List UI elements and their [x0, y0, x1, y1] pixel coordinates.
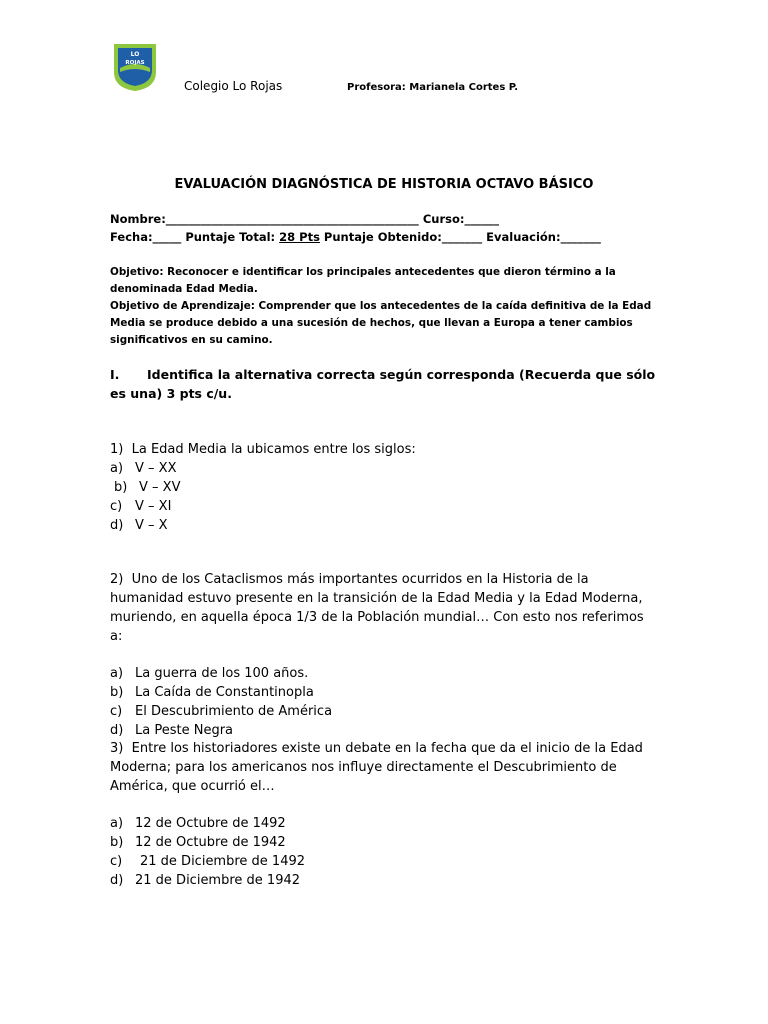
- option-letter: b): [110, 835, 124, 850]
- section-number: I.: [110, 367, 120, 382]
- svg-text:ROJAS: ROJAS: [125, 60, 145, 66]
- date-score-line: [110, 230, 670, 244]
- question-3-stem: [110, 739, 658, 796]
- total-score-value: 28 Pts: [279, 230, 320, 244]
- question-3-options: [110, 814, 658, 890]
- question-1: [110, 440, 658, 535]
- option-d[interactable]: [110, 516, 658, 535]
- option-text: V – XV: [139, 480, 181, 495]
- option-letter: d): [110, 723, 124, 738]
- option-letter: a): [110, 816, 124, 831]
- school-name: Colegio Lo Rojas: [184, 79, 283, 93]
- question-1-options: [110, 459, 658, 535]
- option-text: 21 de Diciembre de 1942: [135, 873, 301, 888]
- question-text: Uno de los Cataclismos más importantes ocurridos en la Historia de la humanidad estuvo presente en la transición de la Edad Media y la Edad Moderna, muriendo, en aquella época 1/3 de la Población mundial… Con esto nos referimos a:: [110, 572, 644, 644]
- option-c[interactable]: [110, 852, 658, 871]
- option-text: 12 de Octubre de 1942: [135, 835, 286, 850]
- option-c[interactable]: [110, 702, 658, 721]
- question-2-options: [110, 664, 658, 740]
- svg-text:LO: LO: [130, 51, 140, 58]
- question-text: Entre los historiadores existe un debate en la fecha que da el inicio de la Edad Moderna; para los americanos nos influye directamente el Descubrimiento de América, que ocurrió el…: [110, 741, 643, 794]
- option-b[interactable]: [110, 478, 658, 497]
- option-b[interactable]: [110, 833, 658, 852]
- option-text: 12 de Octubre de 1492: [135, 816, 286, 831]
- option-letter: c): [110, 704, 123, 719]
- name-course-line: Nombre:____________________________________________ Curso:______: [110, 212, 499, 226]
- option-a[interactable]: [110, 459, 658, 478]
- option-letter: d): [110, 518, 124, 533]
- learning-objective-text: Objetivo de Aprendizaje: Comprender que los antecedentes de la caída definitiva de la Edad Media se produce debido a una sucesión de hechos, que llevan a Europa a tener cambios significativos en su camino.: [110, 300, 652, 346]
- option-text: La Peste Negra: [135, 723, 234, 738]
- option-a[interactable]: [110, 814, 658, 833]
- option-letter: c): [110, 499, 123, 514]
- option-letter: b): [114, 480, 128, 495]
- question-text: La Edad Media la ubicamos entre los siglos:: [131, 442, 416, 457]
- option-letter: c): [110, 854, 123, 869]
- section-heading: [110, 365, 658, 403]
- option-text: V – XI: [135, 499, 172, 514]
- teacher-name: Profesora: Marianela Cortes P.: [347, 82, 519, 93]
- school-logo-shield: [112, 42, 158, 92]
- section-instructions: Identifica la alternativa correcta según corresponda (Recuerda que sólo es una) 3 pts c/u.: [110, 367, 656, 401]
- objectives-block: [110, 264, 658, 349]
- exam-title: EVALUACIÓN DIAGNÓSTICA DE HISTORIA OCTAVO BÁSICO: [174, 177, 594, 192]
- option-letter: b): [110, 685, 124, 700]
- option-b[interactable]: [110, 683, 658, 702]
- option-text: V – XX: [135, 461, 177, 476]
- objective-text: Objetivo: Reconocer e identificar los principales antecedentes que dieron término a la denominada Edad Media.: [110, 266, 616, 295]
- option-text: La guerra de los 100 años.: [135, 666, 309, 681]
- option-text: 21 de Diciembre de 1492: [140, 854, 306, 869]
- option-letter: a): [110, 666, 124, 681]
- option-text: El Descubrimiento de América: [135, 704, 333, 719]
- question-number: 1): [110, 442, 124, 457]
- option-d[interactable]: [110, 871, 658, 890]
- option-letter: d): [110, 873, 124, 888]
- question-2: [110, 570, 658, 740]
- school-logo: [112, 42, 158, 92]
- obtained-evaluation-fields: Puntaje Obtenido:_______ Evaluación:_______: [319, 230, 601, 244]
- option-text: La Caída de Constantinopla: [135, 685, 314, 700]
- option-letter: a): [110, 461, 124, 476]
- question-number: 3): [110, 741, 124, 756]
- question-2-stem: [110, 570, 658, 646]
- total-score-label: Puntaje Total:: [185, 230, 280, 244]
- question-1-stem: [110, 440, 658, 459]
- question-3: [110, 739, 658, 890]
- option-a[interactable]: [110, 664, 658, 683]
- option-c[interactable]: [110, 497, 658, 516]
- date-field: Fecha:_____: [110, 230, 186, 244]
- question-number: 2): [110, 572, 124, 587]
- option-text: V – X: [135, 518, 168, 533]
- option-d[interactable]: [110, 721, 658, 740]
